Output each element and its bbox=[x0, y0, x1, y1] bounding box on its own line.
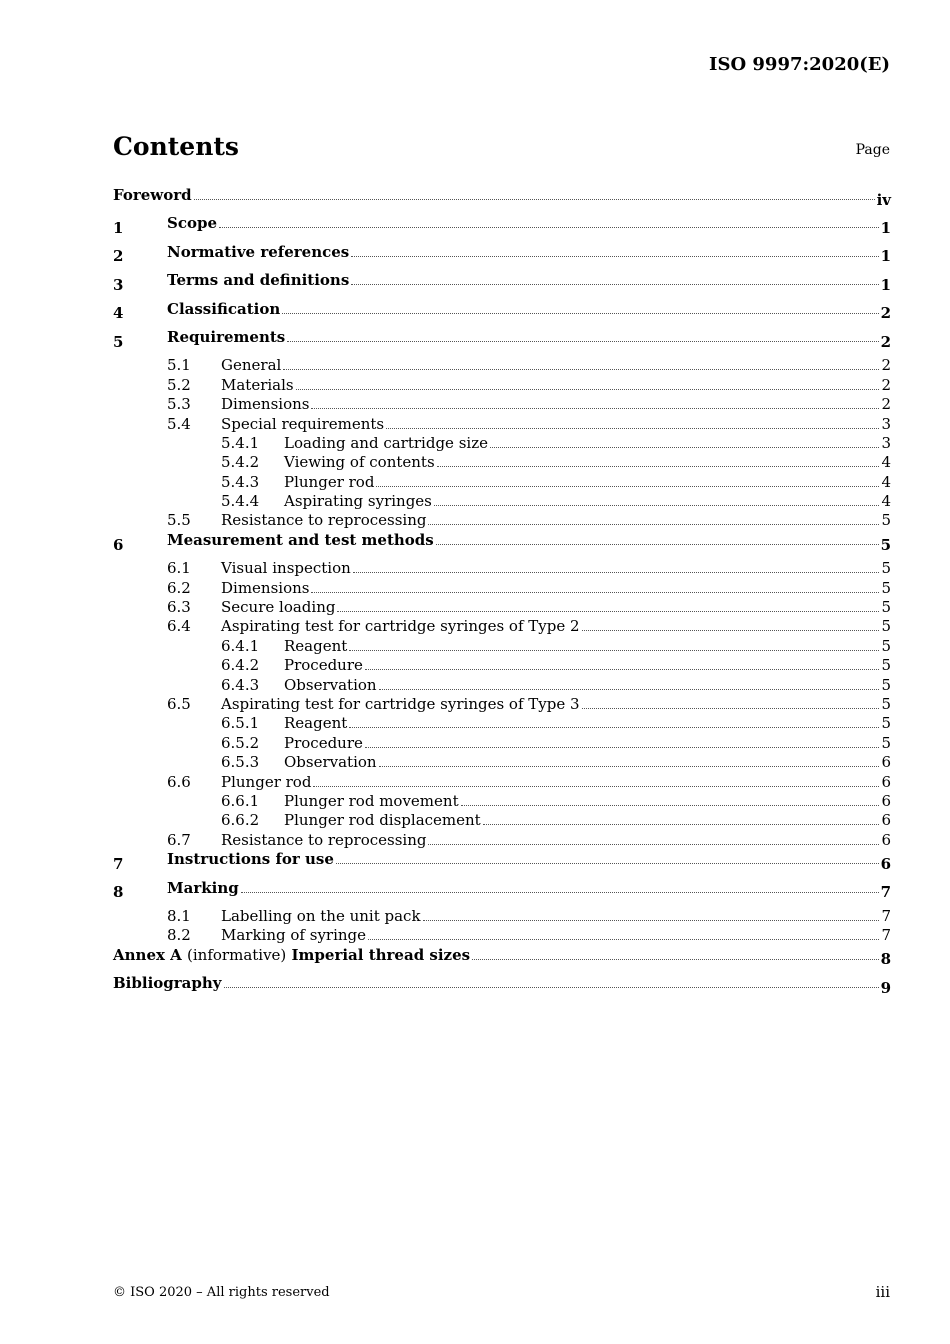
toc-entry-number: 5.3 bbox=[167, 395, 191, 414]
toc-entry-page: 4 bbox=[881, 492, 891, 511]
toc-entry-title: Labelling on the unit pack bbox=[221, 906, 421, 925]
toc-entry-page: 5 bbox=[881, 598, 891, 617]
toc-entry-title: Materials bbox=[221, 375, 294, 394]
toc-dot-leader bbox=[313, 786, 879, 787]
toc-entry-title-part: Imperial thread sizes bbox=[291, 945, 471, 964]
toc-entry-title: Secure loading bbox=[221, 598, 336, 617]
toc-dot-leader bbox=[472, 959, 879, 960]
toc-entry-page: 7 bbox=[881, 926, 891, 945]
toc-entry[interactable] bbox=[113, 695, 891, 714]
toc-dot-leader bbox=[582, 708, 880, 709]
toc-entry-page: 3 bbox=[881, 414, 891, 433]
toc-entry-title: Aspirating syringes bbox=[284, 492, 432, 511]
toc-entry[interactable] bbox=[113, 579, 891, 598]
toc-entry[interactable] bbox=[113, 792, 891, 811]
toc-entry-page: 5 bbox=[881, 578, 891, 597]
toc-entry[interactable] bbox=[113, 734, 891, 753]
toc-entry-page: 5 bbox=[881, 559, 891, 578]
toc-entry[interactable] bbox=[113, 879, 891, 907]
toc-entry-title: Plunger rod bbox=[221, 772, 312, 791]
toc-entry[interactable] bbox=[113, 714, 891, 733]
toc-entry-page: 7 bbox=[880, 883, 891, 902]
toc-entry[interactable] bbox=[113, 850, 891, 878]
toc-entry[interactable] bbox=[113, 473, 891, 492]
toc-entry-number: 5.4 bbox=[167, 414, 191, 433]
toc-entry-title: Procedure bbox=[284, 656, 363, 675]
toc-entry-title: Aspirating test for cartridge syringes of Type 2 bbox=[221, 617, 580, 636]
toc-entry-page: 6 bbox=[881, 753, 891, 772]
toc-entry-title: Resistance to reprocessing bbox=[221, 511, 427, 530]
toc-entry-page: 5 bbox=[881, 675, 891, 694]
toc-entry-number: 2 bbox=[113, 247, 124, 266]
toc-entry-page: 1 bbox=[880, 275, 891, 294]
toc-entry-number: 6.4.1 bbox=[221, 636, 260, 655]
toc-entry-number: 6.4 bbox=[167, 617, 191, 636]
toc-entry-page: 5 bbox=[881, 714, 891, 733]
toc-entry-title: Resistance to reprocessing bbox=[221, 830, 427, 849]
toc-entry-page: 5 bbox=[881, 636, 891, 655]
toc-entry-page: 4 bbox=[881, 472, 891, 491]
toc-entry[interactable] bbox=[113, 753, 891, 772]
toc-entry-title: Instructions for use bbox=[167, 850, 334, 869]
toc-entry-page: 6 bbox=[881, 791, 891, 810]
toc-entry-number: 1 bbox=[113, 219, 124, 238]
toc-entry-title: Plunger rod bbox=[284, 472, 375, 491]
toc-dot-leader bbox=[490, 447, 879, 448]
toc-entry[interactable] bbox=[113, 637, 891, 656]
toc-dot-leader bbox=[379, 689, 880, 690]
toc-dot-leader bbox=[365, 669, 880, 670]
toc-entry-number: 6.4.3 bbox=[221, 675, 260, 694]
toc-entry[interactable] bbox=[113, 300, 891, 328]
toc-entry-number: 8 bbox=[113, 883, 124, 902]
table-of-contents bbox=[113, 186, 891, 1002]
toc-dot-leader bbox=[379, 766, 880, 767]
toc-entry[interactable] bbox=[113, 271, 891, 299]
toc-entry-title: Terms and definitions bbox=[167, 271, 350, 290]
toc-entry-title: Viewing of contents bbox=[284, 453, 435, 472]
toc-dot-leader bbox=[483, 824, 880, 825]
toc-entry[interactable] bbox=[113, 492, 891, 511]
toc-dot-leader bbox=[428, 844, 879, 845]
toc-entry-number: 5 bbox=[113, 332, 124, 351]
toc-entry[interactable] bbox=[113, 376, 891, 395]
toc-entry-number: 6.4.2 bbox=[221, 656, 260, 675]
toc-entry-page: 6 bbox=[881, 811, 891, 830]
toc-entry-title: Reagent bbox=[284, 636, 348, 655]
page-column-label: Page bbox=[855, 142, 890, 158]
toc-entry-page: 5 bbox=[881, 617, 891, 636]
toc-entry[interactable] bbox=[113, 559, 891, 578]
toc-entry-title-part: Annex A bbox=[113, 945, 182, 964]
toc-dot-leader bbox=[349, 727, 879, 728]
toc-entry-page: 2 bbox=[880, 304, 891, 323]
toc-entry[interactable] bbox=[113, 434, 891, 453]
toc-entry[interactable] bbox=[113, 926, 891, 945]
toc-dot-leader bbox=[423, 920, 880, 921]
page-number: iii bbox=[875, 1283, 890, 1301]
toc-entry-title: Measurement and test methods bbox=[167, 530, 434, 549]
contents-heading: Contents bbox=[113, 132, 240, 161]
toc-dot-leader bbox=[296, 389, 880, 390]
toc-entry-number: 6 bbox=[113, 535, 124, 554]
toc-dot-leader bbox=[351, 256, 878, 257]
toc-dot-leader bbox=[283, 369, 879, 370]
toc-entry-page: 3 bbox=[881, 433, 891, 452]
toc-entry-number: 5.4.2 bbox=[221, 453, 260, 472]
toc-dot-leader bbox=[287, 341, 878, 342]
toc-entry[interactable] bbox=[113, 395, 891, 414]
toc-entry[interactable] bbox=[113, 415, 891, 434]
toc-entry[interactable] bbox=[113, 356, 891, 375]
toc-dot-leader bbox=[194, 199, 875, 200]
toc-dot-leader bbox=[376, 486, 879, 487]
toc-entry-title: Visual inspection bbox=[221, 559, 351, 578]
toc-entry-number: 8.2 bbox=[167, 926, 191, 945]
toc-entry-number: 5.4.4 bbox=[221, 492, 260, 511]
toc-entry-title: Marking bbox=[167, 878, 239, 897]
toc-entry[interactable] bbox=[113, 946, 891, 974]
toc-entry-number: 4 bbox=[113, 304, 124, 323]
toc-entry[interactable] bbox=[113, 617, 891, 636]
toc-dot-leader bbox=[353, 572, 880, 573]
toc-entry-number: 5.1 bbox=[167, 356, 191, 375]
toc-dot-leader bbox=[461, 805, 880, 806]
toc-entry-page: 5 bbox=[881, 694, 891, 713]
toc-entry-page: 6 bbox=[881, 830, 891, 849]
toc-entry-title: Normative references bbox=[167, 242, 350, 261]
toc-entry-number: 5.5 bbox=[167, 511, 191, 530]
toc-entry-page: 1 bbox=[880, 219, 891, 238]
toc-entry-number: 6.5.1 bbox=[221, 714, 260, 733]
toc-entry-number: 6.6.1 bbox=[221, 791, 260, 810]
toc-dot-leader bbox=[219, 227, 879, 228]
toc-dot-leader bbox=[224, 987, 879, 988]
toc-entry-page: 5 bbox=[881, 656, 891, 675]
toc-entry-title: Aspirating test for cartridge syringes of Type 3 bbox=[221, 694, 580, 713]
toc-dot-leader bbox=[437, 466, 880, 467]
toc-dot-leader bbox=[311, 408, 879, 409]
toc-dot-leader bbox=[434, 505, 880, 506]
toc-entry-page: 8 bbox=[880, 950, 891, 969]
toc-entry[interactable] bbox=[113, 243, 891, 271]
toc-entry-number: 7 bbox=[113, 854, 124, 873]
toc-entry[interactable] bbox=[113, 974, 891, 1002]
toc-entry[interactable] bbox=[113, 511, 891, 530]
toc-entry-title: Observation bbox=[284, 753, 377, 772]
toc-entry-title: General bbox=[221, 356, 282, 375]
toc-entry-number: 3 bbox=[113, 275, 124, 294]
toc-dot-leader bbox=[428, 524, 879, 525]
toc-entry-title: Bibliography bbox=[113, 974, 222, 993]
toc-entry-title: Classification bbox=[167, 299, 281, 318]
toc-entry-number: 6.5.3 bbox=[221, 753, 260, 772]
toc-dot-leader bbox=[386, 428, 879, 429]
toc-entry-page: 1 bbox=[880, 247, 891, 266]
document-id: ISO 9997:2020(E) bbox=[709, 54, 890, 75]
toc-entry-title: Loading and cartridge size bbox=[284, 433, 488, 452]
toc-entry[interactable] bbox=[113, 186, 891, 214]
toc-entry-page: iv bbox=[876, 190, 891, 209]
toc-dot-leader bbox=[351, 284, 878, 285]
toc-dot-leader bbox=[337, 611, 879, 612]
toc-entry-page: 6 bbox=[881, 772, 891, 791]
toc-dot-leader bbox=[311, 592, 879, 593]
toc-entry-page: 5 bbox=[880, 535, 891, 554]
toc-entry[interactable] bbox=[113, 811, 891, 830]
toc-entry-title: Dimensions bbox=[221, 578, 310, 597]
toc-entry-title: Special requirements bbox=[221, 414, 385, 433]
toc-entry[interactable] bbox=[113, 598, 891, 617]
toc-entry[interactable] bbox=[113, 214, 891, 242]
toc-entry-number: 5.4.1 bbox=[221, 433, 260, 452]
toc-entry-number: 6.6 bbox=[167, 772, 191, 791]
toc-entry-title bbox=[113, 946, 470, 965]
toc-dot-leader bbox=[436, 544, 879, 545]
toc-entry-number: 6.1 bbox=[167, 559, 191, 578]
toc-entry[interactable] bbox=[113, 656, 891, 675]
toc-dot-leader bbox=[582, 630, 880, 631]
toc-entry-page: 7 bbox=[881, 906, 891, 925]
toc-dot-leader bbox=[349, 650, 879, 651]
toc-entry[interactable] bbox=[113, 531, 891, 559]
toc-entry-number: 6.6.2 bbox=[221, 811, 260, 830]
toc-entry-page: 2 bbox=[881, 375, 891, 394]
toc-entry-number: 6.2 bbox=[167, 578, 191, 597]
toc-entry[interactable] bbox=[113, 773, 891, 792]
toc-entry-title: Scope bbox=[167, 214, 218, 233]
toc-entry-page: 5 bbox=[881, 733, 891, 752]
toc-entry-page: 6 bbox=[880, 854, 891, 873]
toc-entry-title: Foreword bbox=[113, 186, 192, 204]
toc-entry[interactable] bbox=[113, 328, 891, 356]
toc-entry[interactable] bbox=[113, 831, 891, 850]
toc-entry-title: Plunger rod displacement bbox=[284, 811, 481, 830]
toc-entry-page: 2 bbox=[880, 332, 891, 351]
toc-entry-title: Marking of syringe bbox=[221, 926, 367, 945]
toc-entry-title: Plunger rod movement bbox=[284, 791, 459, 810]
toc-dot-leader bbox=[336, 863, 879, 864]
toc-entry-title-qualifier: (informative) bbox=[187, 945, 287, 964]
toc-entry-number: 6.7 bbox=[167, 830, 191, 849]
toc-dot-leader bbox=[241, 892, 879, 893]
toc-entry-page: 4 bbox=[881, 453, 891, 472]
toc-entry-number: 6.5 bbox=[167, 694, 191, 713]
toc-entry-page: 9 bbox=[880, 978, 891, 997]
toc-dot-leader bbox=[282, 313, 878, 314]
toc-entry[interactable] bbox=[113, 907, 891, 926]
copyright-footer: © ISO 2020 – All rights reserved bbox=[113, 1285, 330, 1300]
toc-entry-page: 5 bbox=[881, 511, 891, 530]
toc-entry[interactable] bbox=[113, 676, 891, 695]
toc-entry-title: Reagent bbox=[284, 714, 348, 733]
toc-dot-leader bbox=[368, 939, 879, 940]
toc-entry-number: 5.2 bbox=[167, 375, 191, 394]
toc-entry-number: 6.5.2 bbox=[221, 733, 260, 752]
toc-entry-number: 8.1 bbox=[167, 906, 191, 925]
toc-dot-leader bbox=[365, 747, 880, 748]
toc-entry-page: 2 bbox=[881, 356, 891, 375]
toc-entry-number: 6.3 bbox=[167, 598, 191, 617]
toc-entry-number: 5.4.3 bbox=[221, 472, 260, 491]
toc-entry-page: 2 bbox=[881, 395, 891, 414]
toc-entry[interactable] bbox=[113, 453, 891, 472]
toc-entry-title: Dimensions bbox=[221, 395, 310, 414]
toc-entry-title: Observation bbox=[284, 675, 377, 694]
toc-entry-title: Requirements bbox=[167, 327, 286, 346]
toc-entry-title: Procedure bbox=[284, 733, 363, 752]
